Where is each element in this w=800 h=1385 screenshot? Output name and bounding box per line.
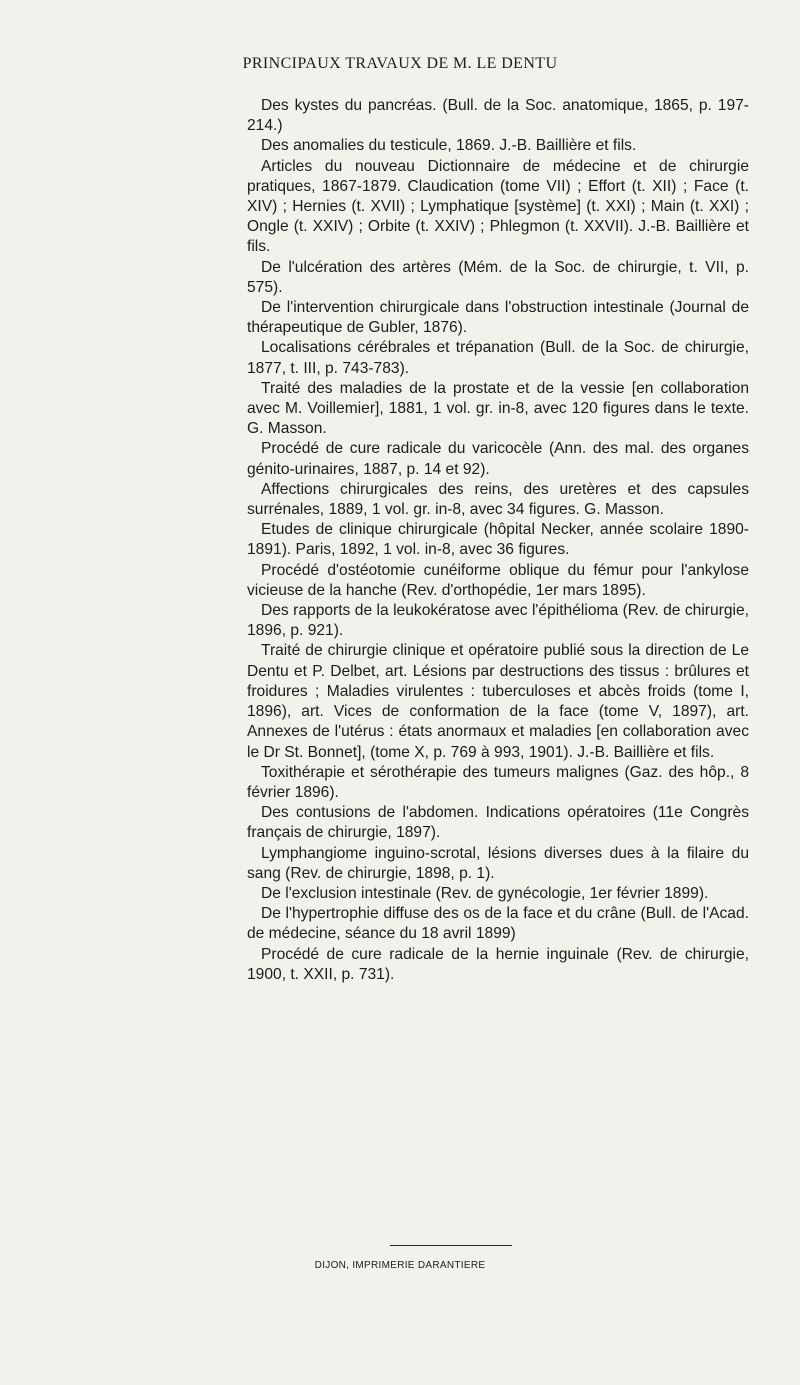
printer-imprint: DIJON, IMPRIMERIE DARANTIERE (314, 1260, 486, 1271)
publication-entry: Procédé de cure radicale de la hernie inguinale (Rev. de chirurgie, 1900, t. XXII, p. 731). (247, 945, 749, 983)
publication-entry: Procédé d'ostéotomie cunéiforme oblique du fémur pour l'ankylose vicieuse de la hanche (Rev. d'orthopédie, 1er mars 1895). (247, 561, 749, 599)
publication-entry: Lymphangiome inguino-scrotal, lésions diverses dues à la filaire du sang (Rev. de chirurgie, 1898, p. 1). (247, 844, 749, 882)
publication-entry: De l'intervention chirurgicale dans l'obstruction intestinale (Journal de thérapeutique de Gubler, 1876). (247, 299, 749, 337)
publication-entry: Des anomalies du testicule, 1869. J.-B. Baillière et fils. (261, 137, 637, 155)
publication-entry: Etudes de clinique chirurgicale (hôpital Necker, année scolaire 1890-1891). Paris, 1892, 1 vol. in-8, avec 36 figures. (247, 521, 749, 559)
publication-entry: De l'ulcération des artères (Mém. de la Soc. de chirurgie, t. VII, p. 575). (247, 258, 749, 296)
publication-list (247, 96, 749, 985)
publication-entry: Localisations cérébrales et trépanation (Bull. de la Soc. de chirurgie, 1877, t. III, p. 743-783). (247, 339, 749, 377)
publication-entry: Toxithérapie et sérothérapie des tumeurs malignes (Gaz. des hôp., 8 février 1896). (247, 763, 749, 801)
publication-entry: De l'hypertrophie diffuse des os de la face et du crâne (Bull. de l'Acad. de médecine, séance du 18 avril 1899) (247, 905, 749, 943)
publication-entry: Des rapports de la leukokératose avec l'épithélioma (Rev. de chirurgie, 1896, p. 921). (247, 602, 749, 640)
divider-rule (390, 1245, 512, 1246)
publication-entry: Traité des maladies de la prostate et de la vessie [en collaboration avec M. Voillemier], 1881, 1 vol. gr. in-8, avec 120 figures dans le texte. G. Masson. (247, 379, 749, 438)
publication-entry: Procédé de cure radicale du varicocèle (Ann. des mal. des organes génito-urinaires, 1887, p. 14 et 92). (247, 440, 749, 478)
page-title: PRINCIPAUX TRAVAUX DE M. LE DENTU (242, 55, 558, 72)
publication-entry: Des kystes du pancréas. (Bull. de la Soc. anatomique, 1865, p. 197-214.) (247, 97, 749, 135)
publication-entry: Traité de chirurgie clinique et opératoire publié sous la direction de Le Dentu et P. Delbet, art. Lésions par destructions des tissus : brûlures et froidures ; Maladies virulentes : tuberculoses et abcès froids (tome I, 1896), art. Vices de conformation de la face (tome V, 1897), art. Annexes de l'utérus : états anormaux et maladies [en collaboration avec le Dr St. Bonnet], (tome X, p. 769 à 993, 1901). J.-B. Baillière et fils. (247, 642, 749, 761)
publication-entry: Des contusions de l'abdomen. Indications opératoires (11e Congrès français de chirurgie, 1897). (247, 804, 749, 842)
publication-entry: Affections chirurgicales des reins, des uretères et des capsules surrénales, 1889, 1 vol. gr. in-8, avec 34 figures. G. Masson. (247, 480, 749, 519)
publication-entry: Articles du nouveau Dictionnaire de médecine et de chirurgie pratiques, 1867-1879. Claudication (tome VII) ; Effort (t. XII) ; Face (t. XIV) ; Hernies (t. XVII) ; Lymphatique [système] (t. XXI) ; Main (t. XXI) ; Ongle (t. XXIV) ; Orbite (t. XXIV) ; Phlegmon (t. XXVII). J.-B. Baillière et fils. (247, 157, 749, 256)
publication-entry: De l'exclusion intestinale (Rev. de gynécologie, 1er février 1899). (261, 884, 709, 902)
